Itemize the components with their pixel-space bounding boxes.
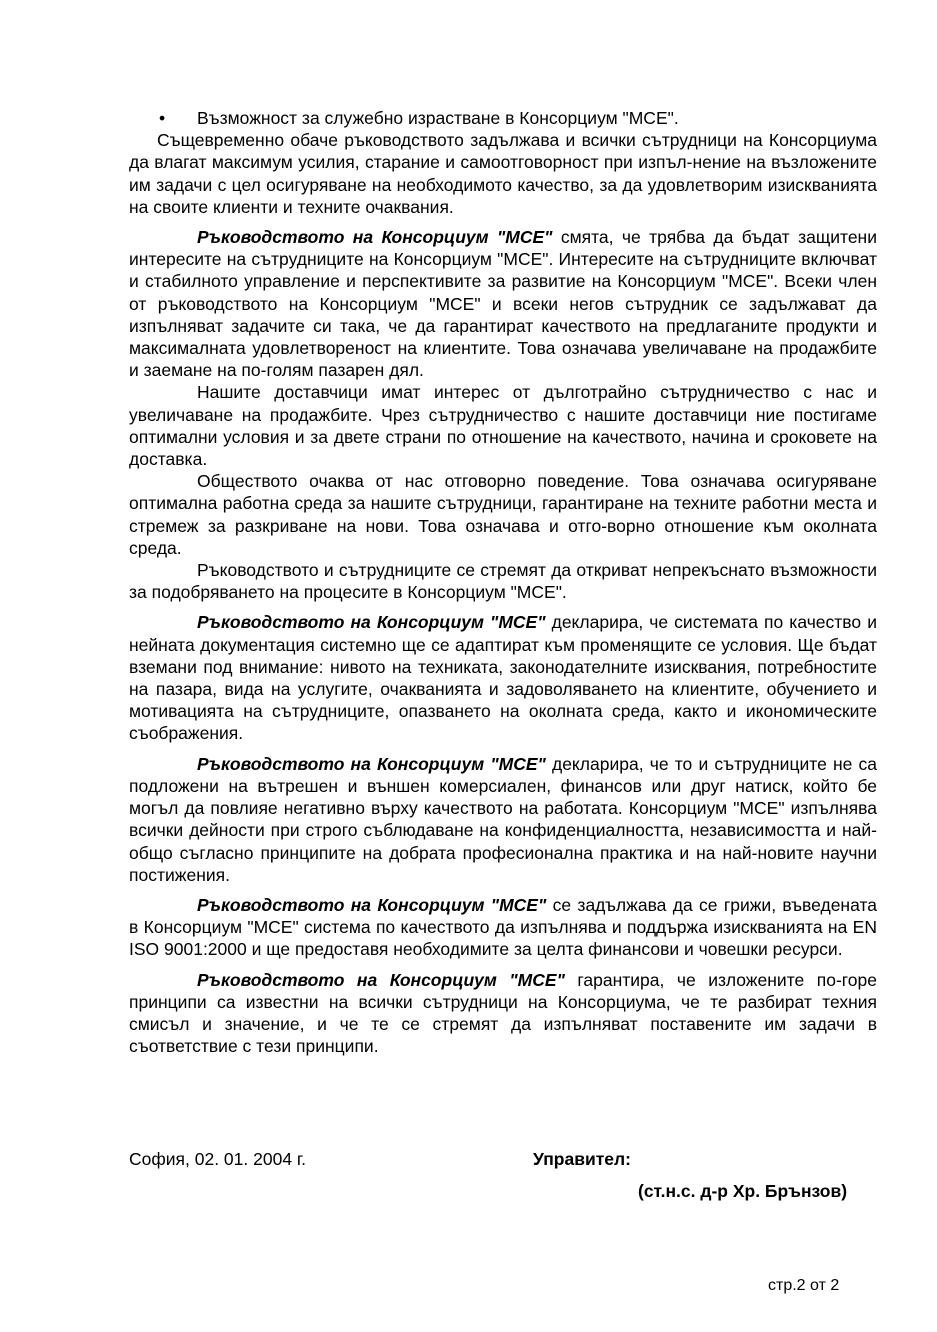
paragraph-text: смята, че трябва да бъдат защитени интересите на сътрудниците на Консорциум "МСЕ". Интересите на сътрудниците включват и стабилното управление и перспективите за развитие на Консорциум "МСЕ". Всеки член от ръководството на Консорциум "МСЕ" и всеки негов сътрудник се задължават да изпълняват задачите си така, че да гарантират качеството на предлаганите продукти и максималната удовлетвореност на клиентите. Това означава увеличаване на продажбите и заемане на по-голям пазарен дял. xyxy=(129,227,878,381)
paragraph-suppliers: Нашите доставчици имат интерес от дълготрайно сътрудничество с нас и увеличаване на продажбите. Чрез сътрудничество с нашите доставчици ние постигаме оптимални условия и за двете страни по отношение на качеството, начина и сроковете на доставка. xyxy=(129,382,877,470)
bullet-item xyxy=(129,107,877,129)
paragraph-employee-interests xyxy=(129,226,877,381)
paragraph-lead: Ръководството на Консорциум "МСЕ" xyxy=(197,969,565,990)
paragraph-lead: Ръководството на Консорциум "МСЕ" xyxy=(197,227,553,248)
paragraph-lead: Ръководството на Консорциум "МСЕ" xyxy=(197,612,546,633)
paragraph-text: се задължава да се грижи, въведената в Консорциум "МСЕ" система по качеството да изпълнява и поддържа изискванията на EN ISO 9001:2000 и ще предоставя необходимите за целта финансови и човешки ресурси. xyxy=(129,894,877,960)
paragraph-system-adaptation xyxy=(129,611,877,744)
paragraph-iso-commitment xyxy=(129,894,877,961)
bullet-text: Възможност за служебно израстване в Консорциум "МСЕ". xyxy=(197,108,679,128)
signatory-name: (ст.н.с. д-р Хр. Брънзов) xyxy=(638,1181,848,1201)
page-number: стр.2 от 2 xyxy=(768,1277,840,1294)
paragraph-text: гарантира, че изложените по-горе принципи са известни на всички сътрудници на Консорциума, че те разбират техния смисъл и значение, и че те се стремят да изпълняват поставените им задачи в съответствие с тези принципи. xyxy=(129,969,877,1057)
paragraph-guarantee xyxy=(129,969,877,1058)
paragraph-lead: Ръководството на Консорциум "МСЕ" xyxy=(197,894,547,915)
paragraph-text: декларира, че системата по качество и нейната документация системно ще се адаптират към променящите се условия. Ще бъдат вземани под внимание: нивото на техниката, законодателните изисквания, потребностите на пазара, вида на услугите, очакванията и задоволяването на клиентите, обучението и мотивацията на сътрудниците, опазването на околната среда, както и икономическите съображения. xyxy=(129,612,877,744)
manager-label: Управител: xyxy=(533,1149,631,1169)
paragraph-lead: Ръководството на Консорциум "МСЕ" xyxy=(197,753,546,774)
bullet-marker: • xyxy=(159,108,166,128)
paragraph-process-improvement: Ръководството и сътрудниците се стремят да откриват непрекъснато възможности за подобряването на процесите в Консорциум "МСЕ". xyxy=(129,560,877,603)
paragraph-employee-duties: Същевременно обаче ръководството задължава и всички сътрудници на Консорциума да влагат максимум усилия, старание и самоотговорност при изпъл-нение на възложените им задачи с цел осигуряване на необходимото качество, за да удовлетворим изискванията на своите клиенти и техните очаквания. xyxy=(129,130,877,217)
paragraph-society: Обществото очаква от нас отговорно поведение. Това означава осигуряване оптимална работна среда за нашите сътрудници, гарантиране на техните работни места и стремеж за разкриване на нови. Това означава и отго-ворно отношение към околната среда. xyxy=(129,471,877,558)
paragraph-text: декларира, че то и сътрудниците не са подложени на вътрешен и външен комерсиален, финансов или друг натиск, който бе могъл да повлияе негативно върху качеството на работата. Консорциум "МСЕ" изпълнява всички дейности при строго съблюдаване на конфиденциалността, независимостта и най-общо съгласно принципите на добрата професионална практика и на най-новите научни постижения. xyxy=(129,753,878,885)
place-date: София, 02. 01. 2004 г. xyxy=(129,1149,307,1169)
document-body xyxy=(129,107,877,1057)
paragraph-independence xyxy=(129,753,877,886)
